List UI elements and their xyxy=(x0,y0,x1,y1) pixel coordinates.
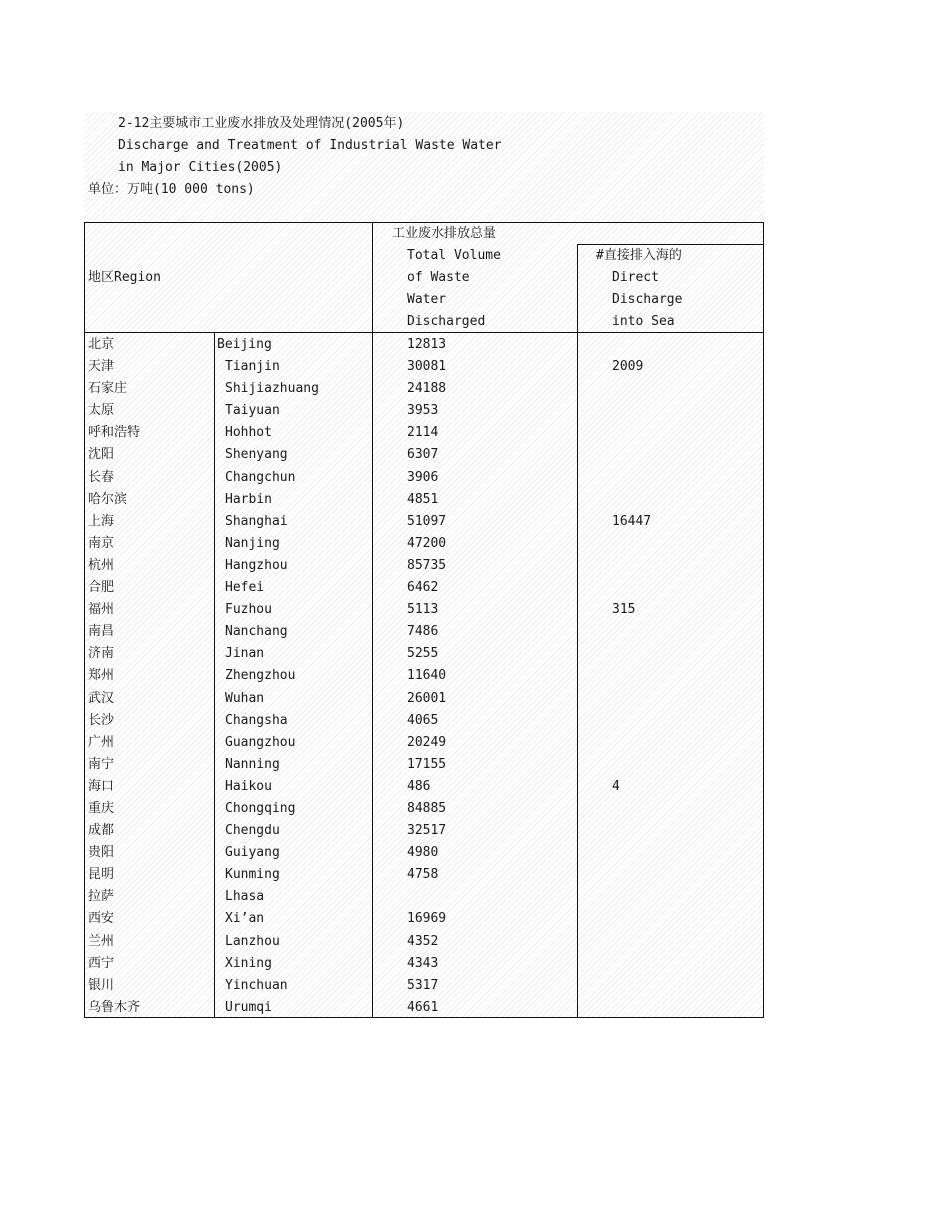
total-volume-cell: 5113 xyxy=(407,602,439,618)
region-cn-cell: 西安 xyxy=(88,911,115,927)
total-volume-cell: 11640 xyxy=(407,668,447,684)
title-block xyxy=(118,113,502,179)
header-sea-cn: #直接排入海的 xyxy=(596,248,682,263)
total-volume-cell: 3953 xyxy=(407,403,439,419)
region-en-cell: Hefei xyxy=(225,580,265,596)
region-en-cell: Shenyang xyxy=(225,447,288,463)
region-cn-cell: 合肥 xyxy=(88,580,115,596)
region-cn-cell: 上海 xyxy=(88,513,115,529)
header-total-en-2: of Waste xyxy=(407,270,470,285)
total-volume-cell: 26001 xyxy=(407,690,447,706)
region-en-cell: Hangzhou xyxy=(225,557,288,573)
table-row xyxy=(85,842,763,864)
total-volume-cell: 84885 xyxy=(407,800,447,816)
sea-discharge-cell: 4 xyxy=(612,778,620,794)
region-en-cell: Yinchuan xyxy=(225,977,288,993)
table-row xyxy=(85,489,763,511)
table-row xyxy=(85,378,763,400)
data-table xyxy=(84,222,764,1018)
region-cn-cell: 杭州 xyxy=(88,557,115,573)
region-cn-cell: 郑州 xyxy=(88,668,115,684)
table-row xyxy=(85,864,763,886)
region-cn-cell: 广州 xyxy=(88,734,115,750)
title-cn: 2-12主要城市工业废水排放及处理情况(2005年) xyxy=(118,116,405,131)
table-row xyxy=(85,334,763,356)
table-row xyxy=(85,422,763,444)
region-cn-cell: 西宁 xyxy=(88,955,115,971)
header-total-cn: 工业废水排放总量 xyxy=(392,226,497,241)
region-cn-cell: 重庆 xyxy=(88,800,115,816)
total-volume-cell: 51097 xyxy=(407,513,447,529)
table-row xyxy=(85,997,763,1019)
region-en-cell: Nanjing xyxy=(225,535,280,551)
unit-label: 单位：万吨(10 000 tons) xyxy=(88,182,255,197)
region-en-cell: Haikou xyxy=(225,778,272,794)
total-volume-cell: 3906 xyxy=(407,469,439,485)
table-row xyxy=(85,577,763,599)
region-cn-cell: 武汉 xyxy=(88,690,115,706)
table-row xyxy=(85,820,763,842)
table-row xyxy=(85,953,763,975)
region-cn-cell: 乌鲁木齐 xyxy=(88,999,141,1015)
header-total-en-4: Discharged xyxy=(407,314,486,329)
total-volume-cell: 4343 xyxy=(407,955,439,971)
region-cn-cell: 贵阳 xyxy=(88,845,115,861)
sea-discharge-cell: 16447 xyxy=(612,513,652,529)
table-row xyxy=(85,511,763,533)
table-row xyxy=(85,754,763,776)
region-en-cell: Harbin xyxy=(225,491,272,507)
region-cn-cell: 哈尔滨 xyxy=(88,491,128,507)
region-en-cell: Guangzhou xyxy=(225,734,296,750)
region-en-cell: Lanzhou xyxy=(225,933,280,949)
region-en-cell: Changchun xyxy=(225,469,296,485)
region-cn-cell: 沈阳 xyxy=(88,447,115,463)
total-volume-cell: 17155 xyxy=(407,756,447,772)
region-en-cell: Nanchang xyxy=(225,624,288,640)
table-row xyxy=(85,776,763,798)
table-row xyxy=(85,467,763,489)
title-en-line1: Discharge and Treatment of Industrial Waste Water xyxy=(118,138,502,153)
region-en-cell: Kunming xyxy=(225,867,280,883)
region-cn-cell: 太原 xyxy=(88,403,115,419)
table-row xyxy=(85,732,763,754)
region-cn-cell: 南京 xyxy=(88,535,115,551)
table-row xyxy=(85,886,763,908)
region-en-cell: Wuhan xyxy=(225,690,265,706)
table-row xyxy=(85,975,763,997)
total-volume-cell: 12813 xyxy=(407,337,447,352)
table-row xyxy=(85,356,763,378)
total-volume-cell: 32517 xyxy=(407,823,447,839)
total-volume-cell: 486 xyxy=(407,778,431,794)
total-volume-cell: 16969 xyxy=(407,911,447,927)
region-en-cell: Urumqi xyxy=(225,999,272,1015)
region-cn-cell: 兰州 xyxy=(88,933,115,949)
total-volume-cell: 5255 xyxy=(407,646,439,662)
region-en-cell: Hohhot xyxy=(225,425,272,441)
total-volume-cell: 5317 xyxy=(407,977,439,993)
total-volume-cell: 4851 xyxy=(407,491,439,507)
total-volume-cell: 85735 xyxy=(407,557,447,573)
region-en-cell: Shanghai xyxy=(225,513,288,529)
total-volume-cell: 2114 xyxy=(407,425,439,441)
header-sea-en-2: Discharge xyxy=(612,292,683,307)
region-en-cell: Zhengzhou xyxy=(225,668,296,684)
title-en-line2: in Major Cities(2005) xyxy=(118,160,283,175)
total-volume-cell: 7486 xyxy=(407,624,439,640)
region-en-cell: Lhasa xyxy=(225,889,265,905)
region-cn-cell: 长春 xyxy=(88,469,115,485)
header-sea-en-3: into Sea xyxy=(612,314,675,329)
region-cn-cell: 石家庄 xyxy=(88,381,128,397)
region-cn-cell: 长沙 xyxy=(88,712,115,728)
table-row xyxy=(85,555,763,577)
region-cn-cell: 银川 xyxy=(88,977,115,993)
sea-discharge-cell: 2009 xyxy=(612,359,644,375)
table-row xyxy=(85,931,763,953)
table-row xyxy=(85,710,763,732)
region-en-cell: Taiyuan xyxy=(225,403,280,419)
region-en-cell: Beijing xyxy=(217,337,272,352)
region-en-cell: Fuzhou xyxy=(225,602,272,618)
region-cn-cell: 拉萨 xyxy=(88,889,115,905)
table-row xyxy=(85,798,763,820)
table-row xyxy=(85,665,763,687)
table-row xyxy=(85,908,763,930)
table-row xyxy=(85,621,763,643)
region-en-cell: Jinan xyxy=(225,646,265,662)
total-volume-cell: 6462 xyxy=(407,580,439,596)
total-volume-cell: 4352 xyxy=(407,933,439,949)
header-total-en-1: Total Volume xyxy=(407,248,501,263)
table-row xyxy=(85,643,763,665)
header-region: 地区Region xyxy=(88,270,161,285)
table-row xyxy=(85,444,763,466)
region-cn-cell: 南昌 xyxy=(88,624,115,640)
region-cn-cell: 南宁 xyxy=(88,756,115,772)
table-row xyxy=(85,599,763,621)
table-body xyxy=(85,334,763,1019)
region-cn-cell: 呼和浩特 xyxy=(88,425,141,441)
table-row xyxy=(85,533,763,555)
region-cn-cell: 成都 xyxy=(88,823,115,839)
total-volume-cell: 30081 xyxy=(407,359,447,375)
total-volume-cell: 6307 xyxy=(407,447,439,463)
total-volume-cell: 4661 xyxy=(407,999,439,1015)
region-en-cell: Chongqing xyxy=(225,800,296,816)
region-en-cell: Changsha xyxy=(225,712,288,728)
region-cn-cell: 天津 xyxy=(88,359,115,375)
total-volume-cell: 20249 xyxy=(407,734,447,750)
region-cn-cell: 福州 xyxy=(88,602,115,618)
header-sea-en-1: Direct xyxy=(612,270,659,285)
total-volume-cell: 4758 xyxy=(407,867,439,883)
total-volume-cell: 4980 xyxy=(407,845,439,861)
total-volume-cell: 24188 xyxy=(407,381,447,397)
total-volume-cell: 4065 xyxy=(407,712,439,728)
region-en-cell: Shijiazhuang xyxy=(225,381,319,397)
sea-discharge-cell: 315 xyxy=(612,602,636,618)
table-row xyxy=(85,688,763,710)
region-cn-cell: 北京 xyxy=(88,337,115,352)
total-volume-cell: 47200 xyxy=(407,535,447,551)
region-en-cell: Tianjin xyxy=(225,359,280,375)
region-en-cell: Xi’an xyxy=(225,911,265,927)
region-en-cell: Nanning xyxy=(225,756,280,772)
header-total-en-3: Water xyxy=(407,292,447,307)
region-en-cell: Guiyang xyxy=(225,845,280,861)
region-en-cell: Xining xyxy=(225,955,272,971)
region-cn-cell: 海口 xyxy=(88,778,115,794)
region-cn-cell: 昆明 xyxy=(88,867,115,883)
region-cn-cell: 济南 xyxy=(88,646,115,662)
table-row xyxy=(85,400,763,422)
region-en-cell: Chengdu xyxy=(225,823,280,839)
